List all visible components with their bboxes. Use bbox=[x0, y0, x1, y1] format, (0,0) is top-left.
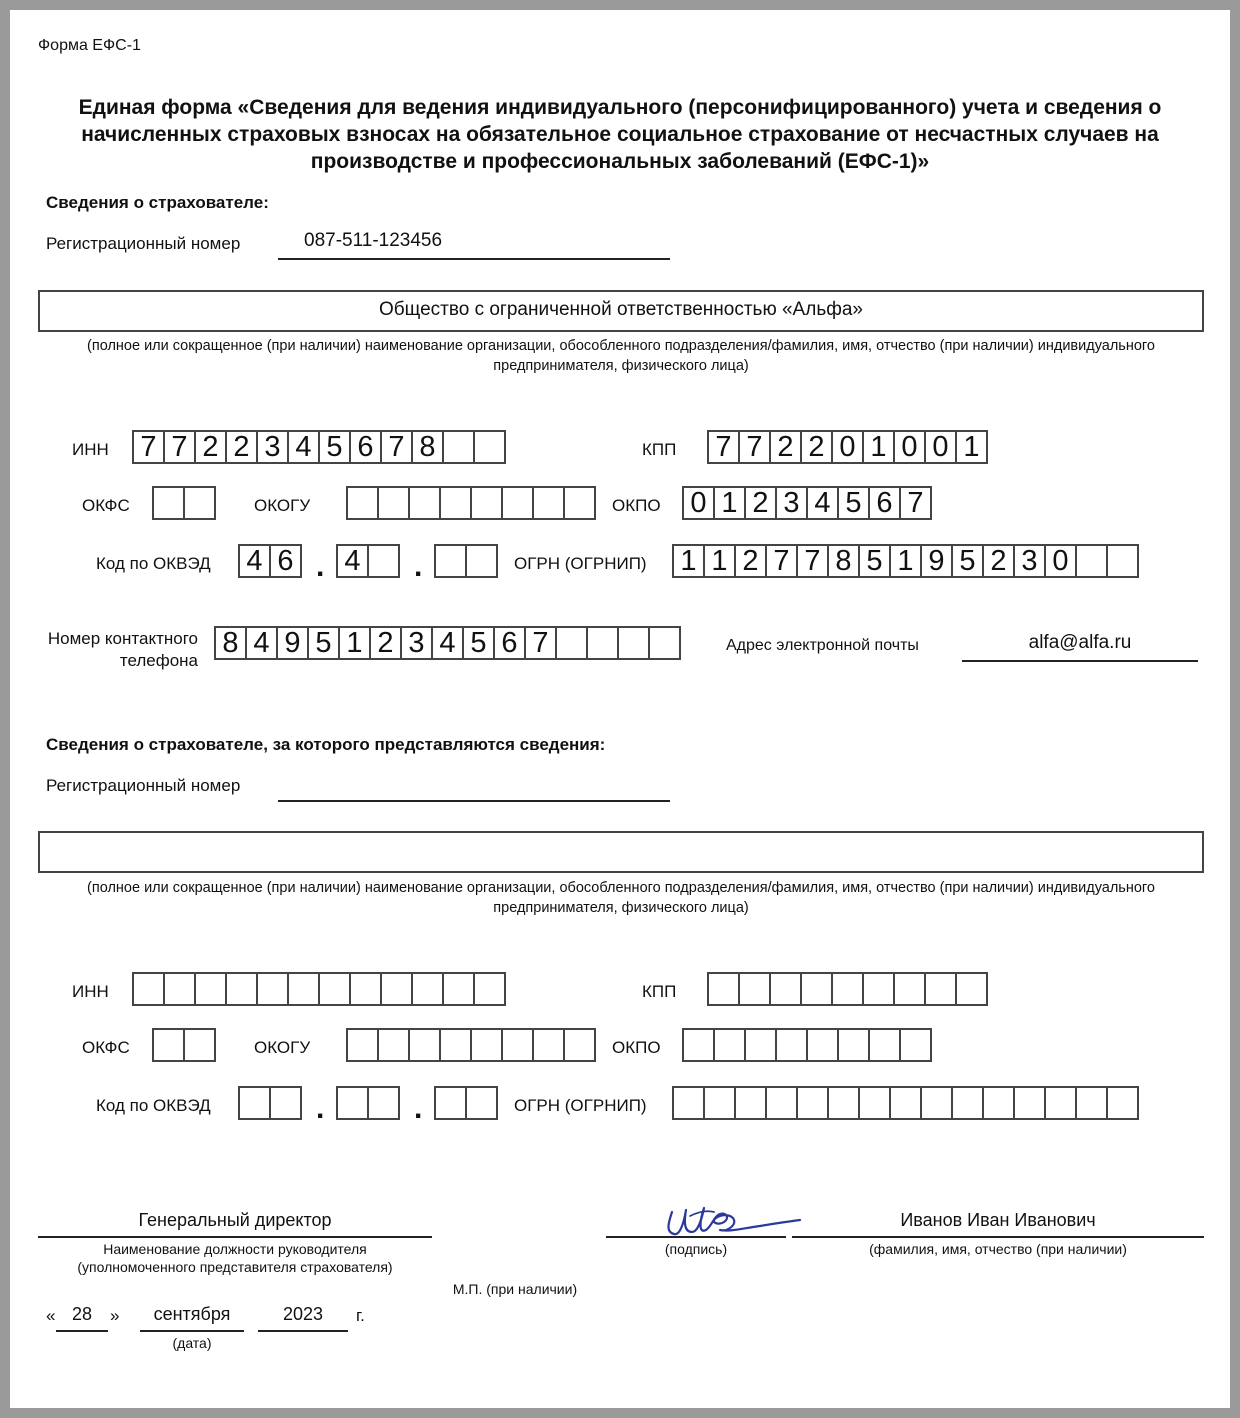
okved-separator: . bbox=[316, 1092, 325, 1125]
digit-cell[interactable] bbox=[380, 972, 413, 1006]
digit-cell[interactable] bbox=[738, 972, 771, 1006]
okved-separator: . bbox=[414, 1092, 423, 1125]
digit-cell[interactable] bbox=[411, 972, 444, 1006]
form-page bbox=[10, 10, 1230, 1408]
digit-cell[interactable] bbox=[707, 972, 740, 1006]
digit-cell[interactable] bbox=[287, 972, 320, 1006]
digit-cell[interactable] bbox=[893, 972, 926, 1006]
digit-cell[interactable]: 3 bbox=[775, 486, 808, 520]
date-suffix: г. bbox=[356, 1306, 365, 1325]
digit-cell[interactable] bbox=[982, 1086, 1015, 1120]
digit-cell[interactable] bbox=[434, 1086, 467, 1120]
digit-cell[interactable]: 1 bbox=[862, 430, 895, 464]
digit-cell[interactable] bbox=[377, 486, 410, 520]
represented-inn-cells[interactable] bbox=[132, 972, 506, 1006]
digit-cell[interactable] bbox=[837, 1028, 870, 1062]
signature-note: (подпись) bbox=[664, 1241, 728, 1257]
insurer-name-note: (полное или сокращенное (при наличии) наименование организации, обособленного подразделения/фамилия, имя, отчество (при наличии) индивидуального предпринимателя, физического лица) bbox=[87, 338, 1155, 374]
okved-separator: . bbox=[414, 550, 423, 583]
digit-cell[interactable]: 0 bbox=[831, 430, 864, 464]
digit-cell[interactable]: 9 bbox=[276, 626, 309, 660]
digit-cell[interactable] bbox=[470, 1028, 503, 1062]
insurer-okpo-label: ОКПО bbox=[612, 496, 661, 515]
digit-cell[interactable] bbox=[408, 486, 441, 520]
digit-cell[interactable] bbox=[434, 544, 467, 578]
insurer-reg-label: Регистрационный номер bbox=[46, 234, 241, 253]
digit-cell[interactable]: 1 bbox=[955, 430, 988, 464]
phone-label-line-1: Номер контактного bbox=[47, 629, 198, 648]
digit-cell[interactable] bbox=[899, 1028, 932, 1062]
digit-cell[interactable] bbox=[862, 972, 895, 1006]
position-field[interactable]: Генеральный директор bbox=[38, 1210, 432, 1238]
digit-cell[interactable] bbox=[349, 972, 382, 1006]
represented-okogu-label: ОКОГУ bbox=[254, 1038, 311, 1057]
digit-cell[interactable] bbox=[868, 1028, 901, 1062]
insurer-okpo-cells[interactable] bbox=[682, 486, 932, 520]
digit-cell[interactable]: 0 bbox=[682, 486, 715, 520]
digit-cell[interactable] bbox=[1044, 1086, 1077, 1120]
digit-cell[interactable]: 7 bbox=[132, 430, 165, 464]
digit-cell[interactable]: 8 bbox=[214, 626, 247, 660]
insurer-okfs-label: ОКФС bbox=[82, 496, 130, 515]
digit-cell[interactable] bbox=[132, 972, 165, 1006]
digit-cell[interactable]: 7 bbox=[524, 626, 557, 660]
digit-cell[interactable] bbox=[318, 972, 351, 1006]
digit-cell[interactable]: 3 bbox=[400, 626, 433, 660]
digit-cell[interactable] bbox=[346, 1028, 379, 1062]
digit-cell[interactable]: 6 bbox=[493, 626, 526, 660]
represented-okfs-cells[interactable] bbox=[152, 1028, 216, 1062]
digit-cell[interactable]: 7 bbox=[796, 544, 829, 578]
digit-cell[interactable] bbox=[473, 430, 506, 464]
digit-cell[interactable] bbox=[827, 1086, 860, 1120]
digit-cell[interactable] bbox=[473, 972, 506, 1006]
digit-cell[interactable]: 2 bbox=[744, 486, 777, 520]
form-title: Единая форма «Сведения для ведения индивидуального (персонифицированного) учета и сведения о начисленных страховых взносах на обязательное социальное страхование от несчастных случаев на производстве и профессиональных заболеваний (ЕФС-1)» bbox=[78, 96, 1162, 173]
digit-cell[interactable] bbox=[269, 1086, 302, 1120]
digit-cell[interactable]: 4 bbox=[336, 544, 369, 578]
date-year-field[interactable]: 2023 bbox=[258, 1304, 348, 1332]
digit-cell[interactable]: 5 bbox=[307, 626, 340, 660]
insurer-phone-label bbox=[30, 628, 198, 672]
digit-cell[interactable] bbox=[744, 1028, 777, 1062]
position-note-line-1: Наименование должности руководителя bbox=[103, 1241, 367, 1257]
digit-cell[interactable] bbox=[648, 626, 681, 660]
digit-cell[interactable]: 6 bbox=[269, 544, 302, 578]
insurer-okogu-label: ОКОГУ bbox=[254, 496, 311, 515]
insurer-okogu-cells[interactable] bbox=[346, 486, 596, 520]
digit-cell[interactable] bbox=[439, 1028, 472, 1062]
digit-cell[interactable]: 6 bbox=[349, 430, 382, 464]
digit-cell[interactable]: 3 bbox=[256, 430, 289, 464]
digit-cell[interactable] bbox=[563, 486, 596, 520]
insurer-reg-field[interactable] bbox=[278, 228, 670, 260]
digit-cell[interactable] bbox=[532, 1028, 565, 1062]
okved-separator: . bbox=[316, 550, 325, 583]
digit-cell[interactable] bbox=[831, 972, 864, 1006]
digit-cell[interactable] bbox=[563, 1028, 596, 1062]
digit-cell[interactable]: 2 bbox=[800, 430, 833, 464]
date-note: (дата) bbox=[172, 1335, 212, 1351]
digit-cell[interactable] bbox=[367, 1086, 400, 1120]
digit-cell[interactable] bbox=[617, 626, 650, 660]
digit-cell[interactable]: 7 bbox=[765, 544, 798, 578]
digit-cell[interactable] bbox=[889, 1086, 922, 1120]
represented-okved-group-2[interactable] bbox=[336, 1086, 400, 1120]
digit-cell[interactable] bbox=[682, 1028, 715, 1062]
digit-cell[interactable] bbox=[442, 430, 475, 464]
digit-cell[interactable] bbox=[796, 1086, 829, 1120]
digit-cell[interactable]: 6 bbox=[868, 486, 901, 520]
digit-cell[interactable]: 7 bbox=[738, 430, 771, 464]
digit-cell[interactable]: 5 bbox=[951, 544, 984, 578]
represented-okogu-cells[interactable] bbox=[346, 1028, 596, 1062]
digit-cell[interactable] bbox=[920, 1086, 953, 1120]
represented-name-note: (полное или сокращенное (при наличии) наименование организации, обособленного подразделения/фамилия, имя, отчество (при наличии) индивидуального предпринимателя, физического лица) bbox=[87, 880, 1155, 916]
digit-cell[interactable] bbox=[183, 1028, 216, 1062]
represented-okpo-label: ОКПО bbox=[612, 1038, 661, 1057]
insurer-inn-label: ИНН bbox=[72, 440, 109, 459]
full-name-field[interactable]: Иванов Иван Иванович bbox=[792, 1210, 1204, 1238]
digit-cell[interactable] bbox=[439, 486, 472, 520]
digit-cell[interactable]: 7 bbox=[707, 430, 740, 464]
represented-heading: Сведения о страхователе, за которого представляются сведения: bbox=[46, 735, 606, 754]
digit-cell[interactable]: 1 bbox=[672, 544, 705, 578]
digit-cell[interactable]: 5 bbox=[318, 430, 351, 464]
insurer-email-label: Адрес электронной почты bbox=[726, 637, 919, 654]
digit-cell[interactable]: 4 bbox=[245, 626, 278, 660]
digit-cell[interactable] bbox=[163, 972, 196, 1006]
represented-kpp-cells[interactable] bbox=[707, 972, 988, 1006]
insurer-kpp-cells[interactable] bbox=[707, 430, 988, 464]
digit-cell[interactable]: 7 bbox=[380, 430, 413, 464]
digit-cell[interactable]: 4 bbox=[431, 626, 464, 660]
position-note-line-2: (уполномоченного представителя страхователя) bbox=[77, 1259, 393, 1275]
digit-cell[interactable] bbox=[152, 1028, 185, 1062]
insurer-reg-value: 087-511-123456 bbox=[304, 230, 443, 251]
date-close-quote: » bbox=[110, 1306, 120, 1325]
digit-cell[interactable]: 0 bbox=[1044, 544, 1077, 578]
represented-ogrn-cells[interactable] bbox=[672, 1086, 1139, 1120]
insurer-okfs-cells[interactable] bbox=[152, 486, 216, 520]
digit-cell[interactable]: 4 bbox=[287, 430, 320, 464]
digit-cell[interactable] bbox=[183, 486, 216, 520]
digit-cell[interactable]: 1 bbox=[338, 626, 371, 660]
digit-cell[interactable] bbox=[672, 1086, 705, 1120]
digit-cell[interactable] bbox=[1075, 544, 1108, 578]
digit-cell[interactable]: 5 bbox=[462, 626, 495, 660]
digit-cell[interactable] bbox=[924, 972, 957, 1006]
stamp-note: М.П. (при наличии) bbox=[452, 1281, 578, 1297]
represented-okved-group-3[interactable] bbox=[434, 1086, 498, 1120]
digit-cell[interactable] bbox=[800, 972, 833, 1006]
digit-cell[interactable] bbox=[336, 1086, 369, 1120]
digit-cell[interactable]: 2 bbox=[369, 626, 402, 660]
digit-cell[interactable] bbox=[408, 1028, 441, 1062]
phone-label-line-2: телефона bbox=[119, 651, 198, 670]
digit-cell[interactable] bbox=[377, 1028, 410, 1062]
digit-cell[interactable] bbox=[465, 544, 498, 578]
insurer-phone-cells[interactable] bbox=[214, 626, 681, 660]
represented-okfs-label: ОКФС bbox=[82, 1038, 130, 1057]
digit-cell[interactable]: 5 bbox=[858, 544, 891, 578]
digit-cell[interactable] bbox=[1013, 1086, 1046, 1120]
digit-cell[interactable] bbox=[555, 626, 588, 660]
digit-cell[interactable]: 2 bbox=[982, 544, 1015, 578]
digit-cell[interactable] bbox=[734, 1086, 767, 1120]
insurer-okved-group-2[interactable] bbox=[336, 544, 400, 578]
digit-cell[interactable]: 7 bbox=[163, 430, 196, 464]
insurer-okved-group-1[interactable] bbox=[238, 544, 302, 578]
date-day-field[interactable]: 28 bbox=[56, 1304, 108, 1332]
digit-cell[interactable]: 2 bbox=[225, 430, 258, 464]
digit-cell[interactable] bbox=[442, 972, 475, 1006]
date-open-quote: « bbox=[46, 1306, 56, 1325]
digit-cell[interactable] bbox=[1075, 1086, 1108, 1120]
insurer-okved-group-3[interactable] bbox=[434, 544, 498, 578]
digit-cell[interactable]: 1 bbox=[703, 544, 736, 578]
digit-cell[interactable] bbox=[1106, 544, 1139, 578]
digit-cell[interactable] bbox=[225, 972, 258, 1006]
full-name-note: (фамилия, имя, отчество (при наличии) bbox=[869, 1241, 1127, 1257]
digit-cell[interactable]: 1 bbox=[713, 486, 746, 520]
represented-name-field[interactable] bbox=[38, 831, 1204, 873]
digit-cell[interactable]: 3 bbox=[1013, 544, 1046, 578]
digit-cell[interactable]: 1 bbox=[889, 544, 922, 578]
digit-cell[interactable] bbox=[501, 1028, 534, 1062]
insurer-okved-label: Код по ОКВЭД bbox=[96, 554, 211, 573]
represented-okved-label: Код по ОКВЭД bbox=[96, 1096, 211, 1115]
digit-cell[interactable]: 8 bbox=[827, 544, 860, 578]
digit-cell[interactable] bbox=[951, 1086, 984, 1120]
digit-cell[interactable]: 7 bbox=[899, 486, 932, 520]
digit-cell[interactable]: 0 bbox=[893, 430, 926, 464]
digit-cell[interactable] bbox=[152, 486, 185, 520]
digit-cell[interactable] bbox=[703, 1086, 736, 1120]
insurer-name-field[interactable]: Общество с ограниченной ответственностью «Альфа» bbox=[38, 290, 1204, 332]
digit-cell[interactable] bbox=[765, 1086, 798, 1120]
digit-cell[interactable] bbox=[775, 1028, 808, 1062]
represented-reg-field[interactable] bbox=[278, 770, 670, 802]
digit-cell[interactable] bbox=[769, 972, 802, 1006]
represented-okpo-cells[interactable] bbox=[682, 1028, 932, 1062]
digit-cell[interactable] bbox=[238, 1086, 271, 1120]
represented-kpp-label: КПП bbox=[642, 982, 677, 1001]
digit-cell[interactable]: 2 bbox=[734, 544, 767, 578]
digit-cell[interactable] bbox=[470, 486, 503, 520]
digit-cell[interactable]: 2 bbox=[769, 430, 802, 464]
digit-cell[interactable]: 0 bbox=[924, 430, 957, 464]
represented-ogrn-label: ОГРН (ОГРНИП) bbox=[514, 1096, 647, 1115]
date-month-field[interactable]: сентября bbox=[140, 1304, 244, 1332]
digit-cell[interactable] bbox=[713, 1028, 746, 1062]
digit-cell[interactable] bbox=[501, 486, 534, 520]
insurer-email-field[interactable] bbox=[962, 630, 1198, 662]
position-note bbox=[38, 1240, 432, 1276]
digit-cell[interactable] bbox=[465, 1086, 498, 1120]
digit-cell[interactable]: 5 bbox=[837, 486, 870, 520]
digit-cell[interactable]: 9 bbox=[920, 544, 953, 578]
digit-cell[interactable]: 4 bbox=[238, 544, 271, 578]
insurer-ogrn-cells[interactable] bbox=[672, 544, 1139, 578]
insurer-kpp-label: КПП bbox=[642, 440, 677, 459]
digit-cell[interactable] bbox=[367, 544, 400, 578]
digit-cell[interactable]: 2 bbox=[194, 430, 227, 464]
insurer-inn-cells[interactable] bbox=[132, 430, 506, 464]
digit-cell[interactable]: 8 bbox=[411, 430, 444, 464]
digit-cell[interactable] bbox=[955, 972, 988, 1006]
signature-stroke bbox=[669, 1208, 801, 1234]
digit-cell[interactable] bbox=[1106, 1086, 1139, 1120]
represented-inn-label: ИНН bbox=[72, 982, 109, 1001]
digit-cell[interactable]: 4 bbox=[806, 486, 839, 520]
represented-okved-group-1[interactable] bbox=[238, 1086, 302, 1120]
digit-cell[interactable] bbox=[858, 1086, 891, 1120]
insurer-ogrn-label: ОГРН (ОГРНИП) bbox=[514, 554, 647, 573]
insurer-heading: Сведения о страхователе: bbox=[46, 193, 269, 212]
digit-cell[interactable] bbox=[194, 972, 227, 1006]
digit-cell[interactable] bbox=[256, 972, 289, 1006]
digit-cell[interactable] bbox=[586, 626, 619, 660]
digit-cell[interactable] bbox=[806, 1028, 839, 1062]
digit-cell[interactable] bbox=[532, 486, 565, 520]
insurer-email-value: alfa@alfa.ru bbox=[1028, 632, 1132, 653]
digit-cell[interactable] bbox=[346, 486, 379, 520]
represented-reg-label: Регистрационный номер bbox=[46, 776, 241, 795]
form-code: Форма ЕФС-1 bbox=[38, 37, 141, 54]
